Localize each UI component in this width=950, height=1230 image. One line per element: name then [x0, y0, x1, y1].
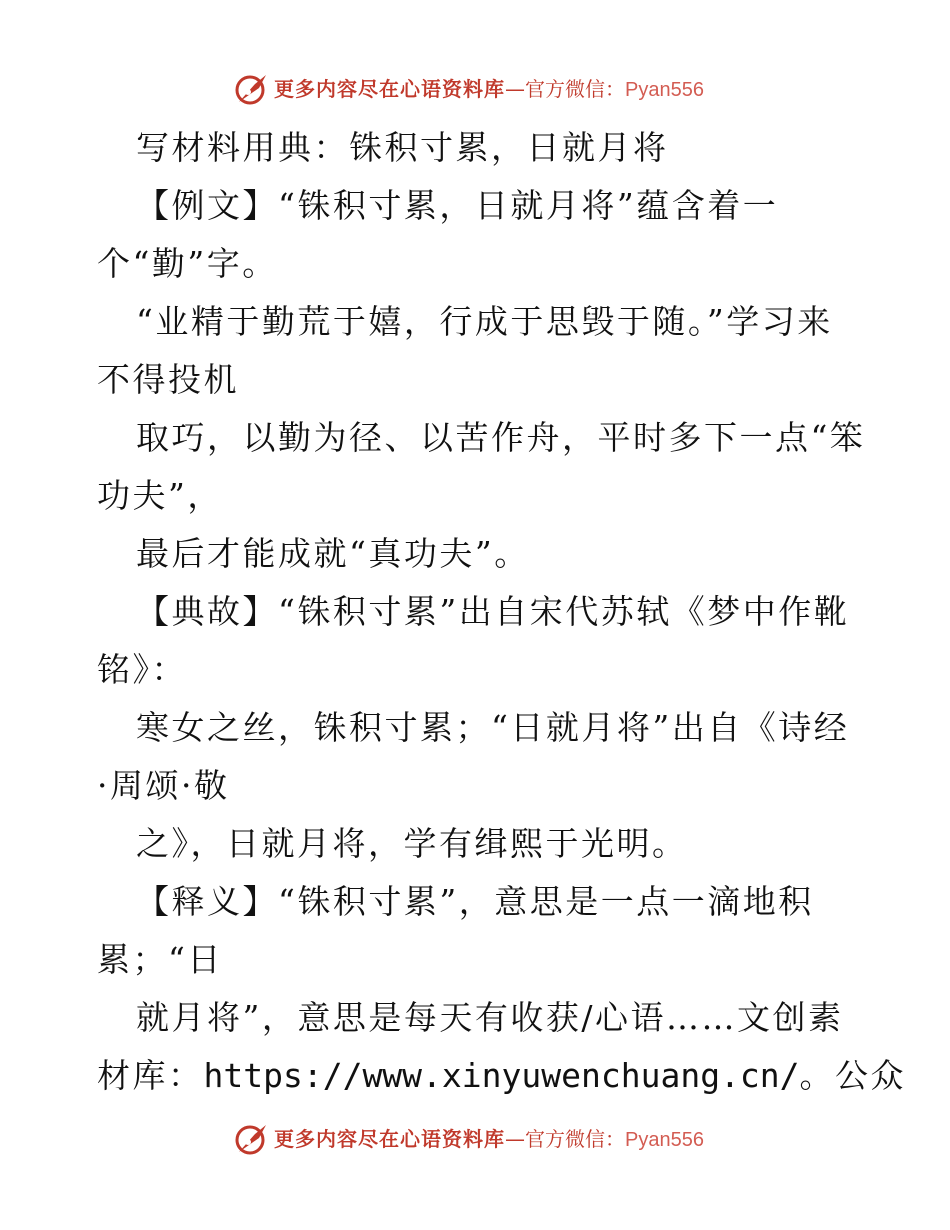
banner-wechat-id: Pyan556: [625, 1129, 704, 1151]
text-line: “业精于勤荒于嬉，行成于思毁于随。”学习来: [136, 302, 833, 341]
text-line: 最后才能成就“真功夫”。: [136, 534, 530, 573]
text-line: 【典故】“铢积寸累”出自宋代苏轼《梦中作靴: [136, 592, 850, 631]
banner-text: [274, 1126, 704, 1153]
banner-dash: —: [505, 1127, 525, 1151]
header-banner: [0, 70, 950, 110]
text-line: 铭》：: [97, 650, 187, 689]
footer-banner: [0, 1120, 950, 1160]
text-line: 功夫”，: [97, 476, 223, 515]
quill-circle-logo-icon: [233, 72, 271, 106]
text-line: 【释义】“铢积寸累”，意思是一点一滴地积: [136, 882, 814, 921]
website-link[interactable]: https://www.xinyuwenchuang.cn/: [203, 1056, 800, 1095]
quill-circle-logo-icon: [233, 1122, 271, 1156]
banner-main-text: 更多内容尽在心语资料库: [274, 77, 505, 101]
banner-wechat-id: Pyan556: [625, 79, 704, 101]
text-line: [97, 1056, 906, 1096]
text-line: 累；“日: [97, 940, 223, 979]
text-line: 不得投机: [97, 360, 239, 399]
banner-wechat-label: 官方微信：: [525, 1127, 625, 1151]
banner-wechat-label: 官方微信：: [525, 77, 625, 101]
text-line: 【例文】“铢积寸累，日就月将”蕴含着一: [136, 186, 779, 225]
text-fragment: 。公众: [799, 1056, 907, 1095]
text-line: ·周颂·敬: [97, 766, 230, 805]
text-fragment: 材库：: [97, 1056, 204, 1095]
text-line: 就月将”，意思是每天有收获/心语……文创素: [136, 998, 844, 1037]
text-line: 之》，日就月将，学有缉熙于光明。: [136, 824, 688, 863]
heading-line: 写材料用典：铢积寸累，日就月将: [136, 128, 669, 167]
text-line: 寒女之丝，铢积寸累；“日就月将”出自《诗经: [136, 708, 850, 747]
text-line: 取巧，以勤为径、以苦作舟，平时多下一点“笨: [136, 418, 866, 457]
banner-text: [274, 76, 704, 103]
banner-main-text: 更多内容尽在心语资料库: [274, 1127, 505, 1151]
text-line: 个“勤”字。: [97, 244, 278, 283]
banner-dash: —: [505, 77, 525, 101]
